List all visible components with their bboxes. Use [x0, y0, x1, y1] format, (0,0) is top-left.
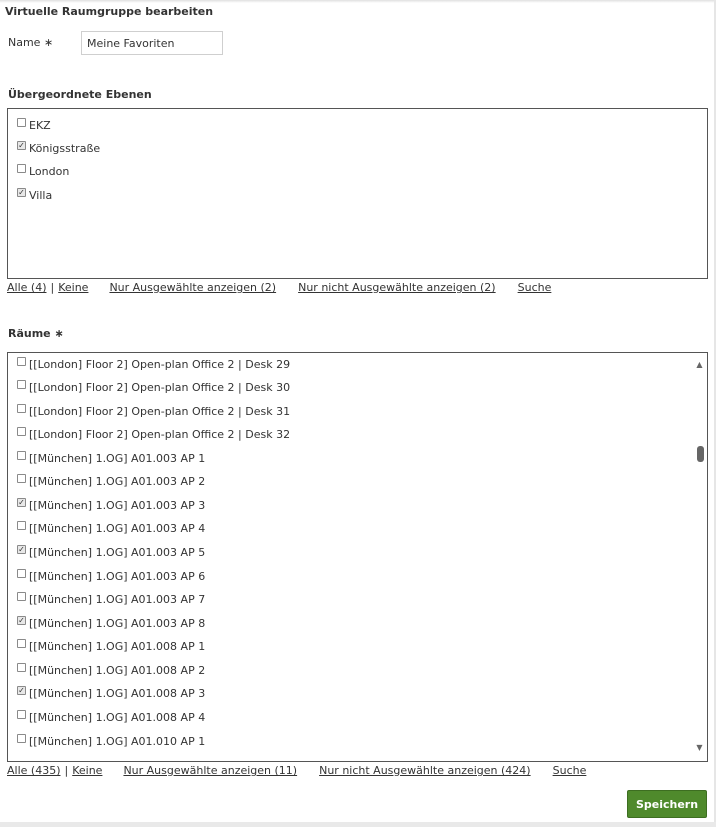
checkbox[interactable]: [17, 592, 26, 601]
room-item[interactable]: [17, 613, 205, 633]
rooms-links: [7, 764, 586, 777]
checkbox[interactable]: [17, 569, 26, 578]
room-item-label: [[London] Floor 2] Open-plan Office 2 | Desk 30: [29, 380, 291, 394]
levels-show-selected-link[interactable]: Nur Ausgewählte anzeigen (2): [109, 281, 277, 294]
levels-search-link[interactable]: Suche: [517, 281, 552, 294]
room-item[interactable]: [17, 589, 205, 609]
checkbox[interactable]: [17, 521, 26, 530]
room-item[interactable]: [17, 683, 205, 703]
room-item[interactable]: [17, 636, 205, 656]
levels-heading: Übergeordnete Ebenen: [8, 88, 152, 101]
levels-show-unselected-link[interactable]: Nur nicht Ausgewählte anzeigen (2): [298, 281, 496, 294]
checkbox-checked[interactable]: ✓: [18, 140, 25, 150]
save-button[interactable]: Speichern: [627, 790, 707, 818]
levels-item-villa[interactable]: [17, 185, 52, 205]
room-item-label: [[München] 1.OG] A01.008 AP 1: [29, 639, 206, 653]
levels-links: [7, 281, 551, 294]
room-item-label: [[München] 1.OG] A01.003 AP 7: [29, 592, 206, 606]
room-item[interactable]: [17, 377, 290, 397]
room-item-label: [[München] 1.OG] A01.003 AP 1: [29, 451, 206, 465]
levels-none-link[interactable]: Keine: [58, 281, 89, 294]
checkbox[interactable]: [17, 404, 26, 413]
rooms-none-link[interactable]: Keine: [72, 764, 103, 777]
room-item-label: [[München] 1.OG] A01.003 AP 4: [29, 521, 206, 535]
checkbox[interactable]: [17, 164, 26, 173]
levels-all-link[interactable]: Alle (4): [7, 281, 47, 294]
room-item-label: [[München] 1.OG] A01.008 AP 3: [29, 686, 206, 700]
top-shadow: [0, 0, 716, 3]
checkbox-checked[interactable]: ✓: [18, 615, 25, 625]
checkbox[interactable]: [17, 118, 26, 127]
room-item[interactable]: [17, 354, 290, 374]
link-separator: |: [50, 281, 55, 294]
levels-item-label: EKZ: [29, 118, 51, 132]
rooms-list: [7, 352, 708, 762]
room-item-label: [[München] 1.OG] A01.008 AP 4: [29, 710, 206, 724]
rooms-heading: Räume ∗: [8, 327, 64, 340]
levels-item-label: Königsstraße: [29, 141, 101, 155]
room-item-label: [[München] 1.OG] A01.003 AP 6: [29, 569, 206, 583]
scrollbar-thumb[interactable]: [697, 446, 704, 462]
levels-item-ekz[interactable]: [17, 115, 51, 135]
checkbox[interactable]: [17, 427, 26, 436]
room-item[interactable]: [17, 731, 205, 751]
room-item-label: [[München] 1.OG] A01.003 AP 2: [29, 474, 206, 488]
room-item-label: [[München] 1.OG] A01.008 AP 2: [29, 663, 206, 677]
levels-item-koenigsstrasse[interactable]: [17, 138, 100, 158]
name-input[interactable]: [81, 31, 223, 55]
room-item[interactable]: [17, 471, 205, 491]
room-item-label: [[London] Floor 2] Open-plan Office 2 | Desk 29: [29, 357, 291, 371]
room-item[interactable]: [17, 401, 290, 421]
room-item[interactable]: [17, 566, 205, 586]
checkbox-checked[interactable]: ✓: [18, 544, 25, 554]
link-separator: |: [64, 764, 69, 777]
scroll-up-icon[interactable]: ▲: [696, 360, 703, 369]
checkbox[interactable]: [17, 451, 26, 460]
room-item[interactable]: [17, 518, 205, 538]
room-item-label: [[London] Floor 2] Open-plan Office 2 | Desk 32: [29, 427, 291, 441]
checkbox[interactable]: [17, 710, 26, 719]
checkbox[interactable]: [17, 474, 26, 483]
room-item[interactable]: [17, 495, 205, 515]
bottom-edge: [0, 822, 716, 827]
room-item-label: [[München] 1.OG] A01.003 AP 5: [29, 545, 206, 559]
checkbox[interactable]: [17, 734, 26, 743]
room-item-label: [[München] 1.OG] A01.003 AP 3: [29, 498, 206, 512]
checkbox[interactable]: [17, 663, 26, 672]
scroll-down-icon[interactable]: ▼: [696, 743, 703, 752]
room-item-label: [[London] Floor 2] Open-plan Office 2 | Desk 31: [29, 404, 291, 418]
room-item[interactable]: [17, 707, 205, 727]
checkbox[interactable]: [17, 380, 26, 389]
rooms-all-link[interactable]: Alle (435): [7, 764, 61, 777]
room-item[interactable]: [17, 660, 205, 680]
levels-item-london[interactable]: [17, 161, 69, 181]
room-item-label: [[München] 1.OG] A01.010 AP 1: [29, 734, 206, 748]
checkbox-checked[interactable]: ✓: [18, 497, 25, 507]
checkbox-checked[interactable]: ✓: [18, 187, 25, 197]
levels-item-label: Villa: [29, 188, 53, 202]
room-item-label: [[München] 1.OG] A01.003 AP 8: [29, 616, 206, 630]
name-label: Name ∗: [8, 36, 54, 49]
checkbox-checked[interactable]: ✓: [18, 685, 25, 695]
room-item[interactable]: [17, 542, 205, 562]
rooms-show-selected-link[interactable]: Nur Ausgewählte anzeigen (11): [123, 764, 298, 777]
checkbox[interactable]: [17, 639, 26, 648]
rooms-show-unselected-link[interactable]: Nur nicht Ausgewählte anzeigen (424): [319, 764, 531, 777]
room-item[interactable]: [17, 424, 290, 444]
rooms-search-link[interactable]: Suche: [552, 764, 587, 777]
room-item[interactable]: [17, 448, 205, 468]
page-title: Virtuelle Raumgruppe bearbeiten: [5, 5, 214, 18]
levels-list: [7, 108, 708, 279]
checkbox[interactable]: [17, 357, 26, 366]
levels-item-label: London: [29, 164, 70, 178]
